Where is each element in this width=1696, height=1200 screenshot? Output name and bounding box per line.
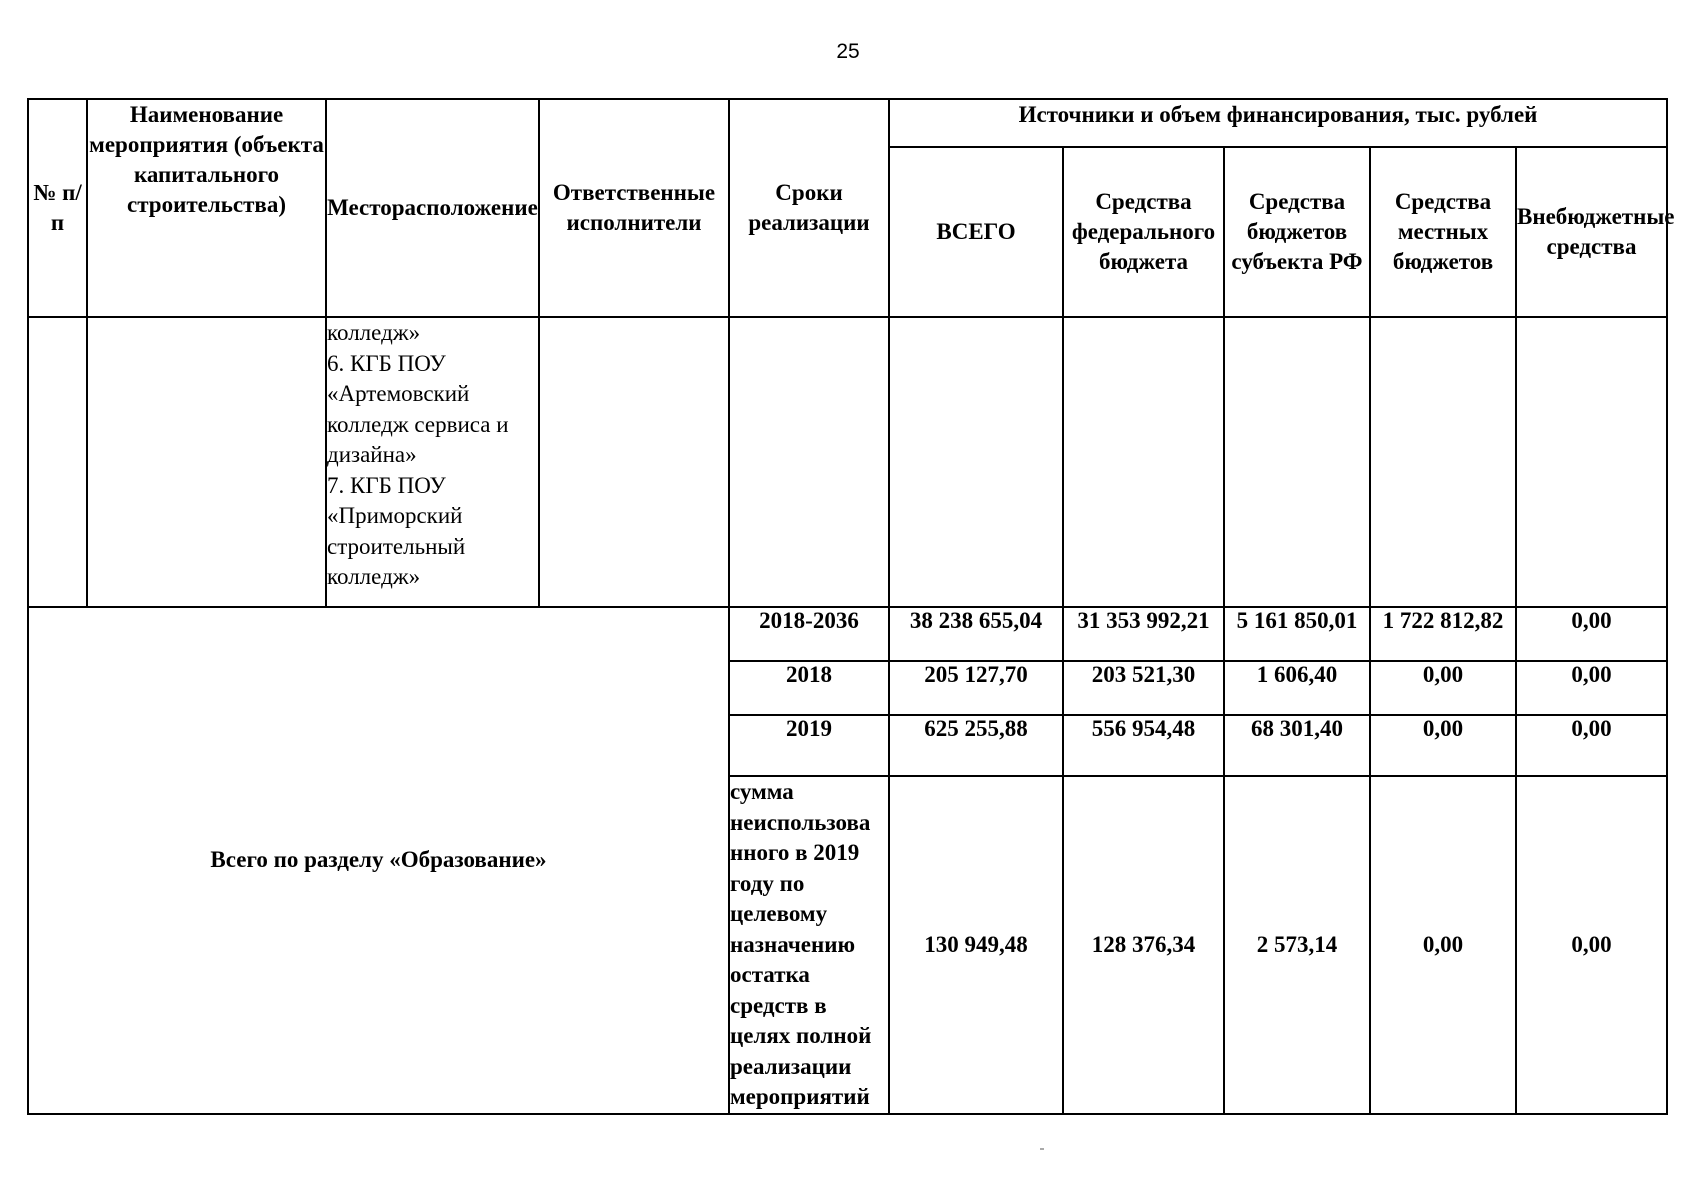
location-line: 7. КГБ ПОУ xyxy=(327,472,446,498)
cell-responsible xyxy=(539,317,729,607)
location-line: колледж сервиса и xyxy=(327,411,509,437)
federal-value: 203 521,30 xyxy=(1063,661,1224,715)
note-line: сумма xyxy=(730,779,794,804)
note-line: остатка xyxy=(730,962,810,987)
total-value: 38 238 655,04 xyxy=(889,607,1063,661)
extra-value: 0,00 xyxy=(1516,776,1667,1114)
local-value: 1 722 812,82 xyxy=(1370,607,1516,661)
financing-table xyxy=(27,98,1675,1115)
note-line: году по xyxy=(730,870,805,896)
local-value: 0,00 xyxy=(1370,776,1516,1114)
cell-terms xyxy=(729,317,889,607)
note-line: реализации xyxy=(730,1053,852,1079)
period-cell: 2019 xyxy=(729,715,889,776)
federal-value: 128 376,34 xyxy=(1063,776,1224,1114)
subject-value: 1 606,40 xyxy=(1224,661,1370,715)
section-total-label: Всего по разделу «Образование» xyxy=(28,607,729,1114)
header-extra: Внебюджетные средства xyxy=(1516,147,1667,317)
location-line: строительный xyxy=(327,533,466,559)
table-row xyxy=(28,317,1667,607)
location-line: 6. КГБ ПОУ xyxy=(327,350,446,376)
header-subject: Средства бюджетов субъекта РФ xyxy=(1224,147,1370,317)
extra-value: 0,00 xyxy=(1516,607,1667,661)
note-line: назначению xyxy=(730,931,856,957)
local-value: 0,00 xyxy=(1370,661,1516,715)
note-line: целевому xyxy=(730,901,828,926)
subject-value: 5 161 850,01 xyxy=(1224,607,1370,661)
period-cell: 2018-2036 xyxy=(729,607,889,661)
header-funding-group: Источники и объем финансирования, тыс. рублей xyxy=(889,99,1667,147)
cell-local xyxy=(1370,317,1516,607)
header-terms: Сроки реализации xyxy=(729,99,889,317)
header-location: Месторасположение xyxy=(326,99,539,317)
extra-value: 0,00 xyxy=(1516,661,1667,715)
extra-value: 0,00 xyxy=(1516,715,1667,776)
subject-value: 68 301,40 xyxy=(1224,715,1370,776)
summary-row xyxy=(28,607,1667,661)
total-value: 205 127,70 xyxy=(889,661,1063,715)
header-total: ВСЕГО xyxy=(889,147,1063,317)
location-line: дизайна» xyxy=(327,442,417,467)
remainder-period-note xyxy=(729,776,889,1114)
header-federal: Средства федерального бюджета xyxy=(1063,147,1224,317)
location-line: колледж» xyxy=(327,564,421,589)
location-line: «Артемовский xyxy=(327,381,470,406)
federal-value: 31 353 992,21 xyxy=(1063,607,1224,661)
note-line: нного в 2019 xyxy=(730,840,860,865)
header-name: Наименование мероприятия (объекта капитального строительства) xyxy=(87,99,326,317)
location-line: колледж» xyxy=(327,320,421,345)
note-line: неиспользова xyxy=(730,809,871,835)
period-cell: 2018 xyxy=(729,661,889,715)
cell-number xyxy=(28,317,87,607)
subject-value: 2 573,14 xyxy=(1224,776,1370,1114)
cell-location xyxy=(326,317,539,607)
federal-value: 556 954,48 xyxy=(1063,715,1224,776)
note-line: средств в xyxy=(730,992,827,1018)
total-value: 130 949,48 xyxy=(889,776,1063,1114)
note-line: целях полной xyxy=(730,1023,872,1048)
cell-name xyxy=(87,317,326,607)
cell-federal xyxy=(1063,317,1224,607)
header-local: Средства местных бюджетов xyxy=(1370,147,1516,317)
total-value: 625 255,88 xyxy=(889,715,1063,776)
header-responsible: Ответственные исполнители xyxy=(539,99,729,317)
note-line: мероприятий xyxy=(730,1084,870,1109)
cell-extra xyxy=(1516,317,1667,607)
scan-speck xyxy=(1040,1148,1044,1150)
local-value: 0,00 xyxy=(1370,715,1516,776)
page-number: 25 xyxy=(836,40,860,63)
cell-total xyxy=(889,317,1063,607)
location-line: «Приморский xyxy=(327,503,463,528)
header-number: № п/п xyxy=(28,99,87,317)
cell-subject xyxy=(1224,317,1370,607)
